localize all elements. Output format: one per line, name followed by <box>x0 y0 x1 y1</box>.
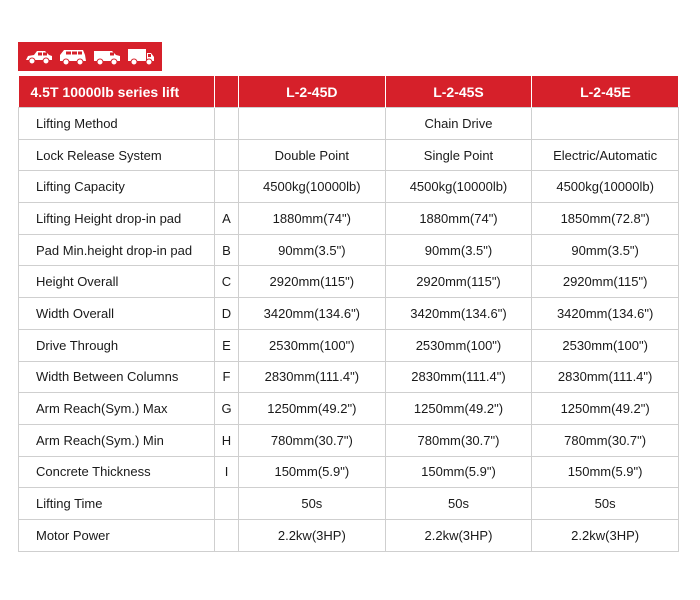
table-row <box>19 519 679 551</box>
param-name-cell: Concrete Thickness <box>19 456 215 488</box>
table-row <box>19 171 679 203</box>
dimension-letter-cell: I <box>215 456 239 488</box>
table-row <box>19 139 679 171</box>
model-header: L-2-45E <box>532 76 679 108</box>
spec-value-cell: 2830mm(111.4") <box>532 361 679 393</box>
spec-value-cell: 780mm(30.7") <box>532 424 679 456</box>
dimension-letter-cell <box>215 488 239 520</box>
model-header: L-2-45S <box>385 76 532 108</box>
spec-value-cell: 50s <box>532 488 679 520</box>
spec-value-cell: Chain Drive <box>385 108 532 140</box>
dimension-letter-cell: C <box>215 266 239 298</box>
spec-value-cell: 780mm(30.7") <box>239 424 386 456</box>
table-row <box>19 108 679 140</box>
dimension-letter-cell <box>215 139 239 171</box>
spec-value-cell: 2830mm(111.4") <box>385 361 532 393</box>
dimension-letter-cell <box>215 108 239 140</box>
dimension-letter-cell: E <box>215 329 239 361</box>
model-header: L-2-45D <box>239 76 386 108</box>
spec-value-cell: 50s <box>239 488 386 520</box>
spec-value-cell: Electric/Automatic <box>532 139 679 171</box>
spec-value-cell: 50s <box>385 488 532 520</box>
spec-value-cell: 1250mm(49.2") <box>239 393 386 425</box>
param-name-cell: Arm Reach(Sym.) Max <box>19 393 215 425</box>
param-name-cell: Lifting Height drop-in pad <box>19 203 215 235</box>
spec-value-cell: Single Point <box>385 139 532 171</box>
param-name-cell: Lifting Method <box>19 108 215 140</box>
dimension-letter-cell <box>215 171 239 203</box>
spec-value-cell: 2920mm(115") <box>385 266 532 298</box>
spec-value-cell: 2.2kw(3HP) <box>239 519 386 551</box>
table-row <box>19 456 679 488</box>
dimension-letter-cell: B <box>215 234 239 266</box>
dimension-letter-cell: D <box>215 298 239 330</box>
spec-table <box>18 76 679 552</box>
spec-value-cell: 1250mm(49.2") <box>385 393 532 425</box>
dimension-letter-cell: F <box>215 361 239 393</box>
spec-value-cell: 2.2kw(3HP) <box>532 519 679 551</box>
spec-value-cell: 2920mm(115") <box>532 266 679 298</box>
spec-value-cell: Double Point <box>239 139 386 171</box>
spec-value-cell: 4500kg(10000lb) <box>385 171 532 203</box>
param-name-cell: Arm Reach(Sym.) Min <box>19 424 215 456</box>
spec-value-cell: 1880mm(74") <box>239 203 386 235</box>
spec-value-cell: 2530mm(100") <box>532 329 679 361</box>
param-name-cell: Width Overall <box>19 298 215 330</box>
table-row <box>19 393 679 425</box>
spec-value-cell: 1880mm(74") <box>385 203 532 235</box>
table-row <box>19 298 679 330</box>
table-row <box>19 424 679 456</box>
param-name-cell: Width Between Columns <box>19 361 215 393</box>
spec-value-cell: 2530mm(100") <box>385 329 532 361</box>
spec-value-cell: 90mm(3.5") <box>239 234 386 266</box>
dimension-letter-cell: H <box>215 424 239 456</box>
spec-value-cell: 2830mm(111.4") <box>239 361 386 393</box>
param-name-cell: Lifting Time <box>19 488 215 520</box>
table-row <box>19 266 679 298</box>
spec-value-cell: 3420mm(134.6") <box>532 298 679 330</box>
spec-value-cell: 2530mm(100") <box>239 329 386 361</box>
dimension-letter-cell <box>215 519 239 551</box>
dimension-letter-cell: G <box>215 393 239 425</box>
param-name-cell: Motor Power <box>19 519 215 551</box>
spec-value-cell: 3420mm(134.6") <box>239 298 386 330</box>
table-row <box>19 329 679 361</box>
spec-value-cell: 150mm(5.9") <box>385 456 532 488</box>
param-name-cell: Pad Min.height drop-in pad <box>19 234 215 266</box>
spec-value-cell <box>239 108 386 140</box>
spec-value-cell: 150mm(5.9") <box>532 456 679 488</box>
spec-value-cell: 780mm(30.7") <box>385 424 532 456</box>
spec-value-cell: 1250mm(49.2") <box>532 393 679 425</box>
table-row <box>19 234 679 266</box>
table-row <box>19 203 679 235</box>
vehicle-type-badge <box>18 42 162 71</box>
table-row <box>19 361 679 393</box>
spec-value-cell: 90mm(3.5") <box>385 234 532 266</box>
param-name-cell: Drive Through <box>19 329 215 361</box>
dimension-letter-cell: A <box>215 203 239 235</box>
spec-value-cell: 4500kg(10000lb) <box>239 171 386 203</box>
spec-value-cell: 2.2kw(3HP) <box>385 519 532 551</box>
spec-value-cell: 2920mm(115") <box>239 266 386 298</box>
suv-car-icon <box>58 48 88 66</box>
spec-value-cell: 150mm(5.9") <box>239 456 386 488</box>
spec-value-cell: 1850mm(72.8") <box>532 203 679 235</box>
truck-icon <box>126 48 156 66</box>
sedan-car-icon <box>24 48 54 66</box>
spec-value-cell: 4500kg(10000lb) <box>532 171 679 203</box>
param-name-cell: Lock Release System <box>19 139 215 171</box>
param-name-cell: Height Overall <box>19 266 215 298</box>
table-row <box>19 488 679 520</box>
spec-value-cell: 3420mm(134.6") <box>385 298 532 330</box>
param-name-cell: Lifting Capacity <box>19 171 215 203</box>
van-icon <box>92 48 122 66</box>
letter-header <box>215 76 239 108</box>
table-title: 4.5T 10000lb series lift <box>19 76 215 108</box>
spec-value-cell <box>532 108 679 140</box>
spec-value-cell: 90mm(3.5") <box>532 234 679 266</box>
table-header-row <box>19 76 679 108</box>
